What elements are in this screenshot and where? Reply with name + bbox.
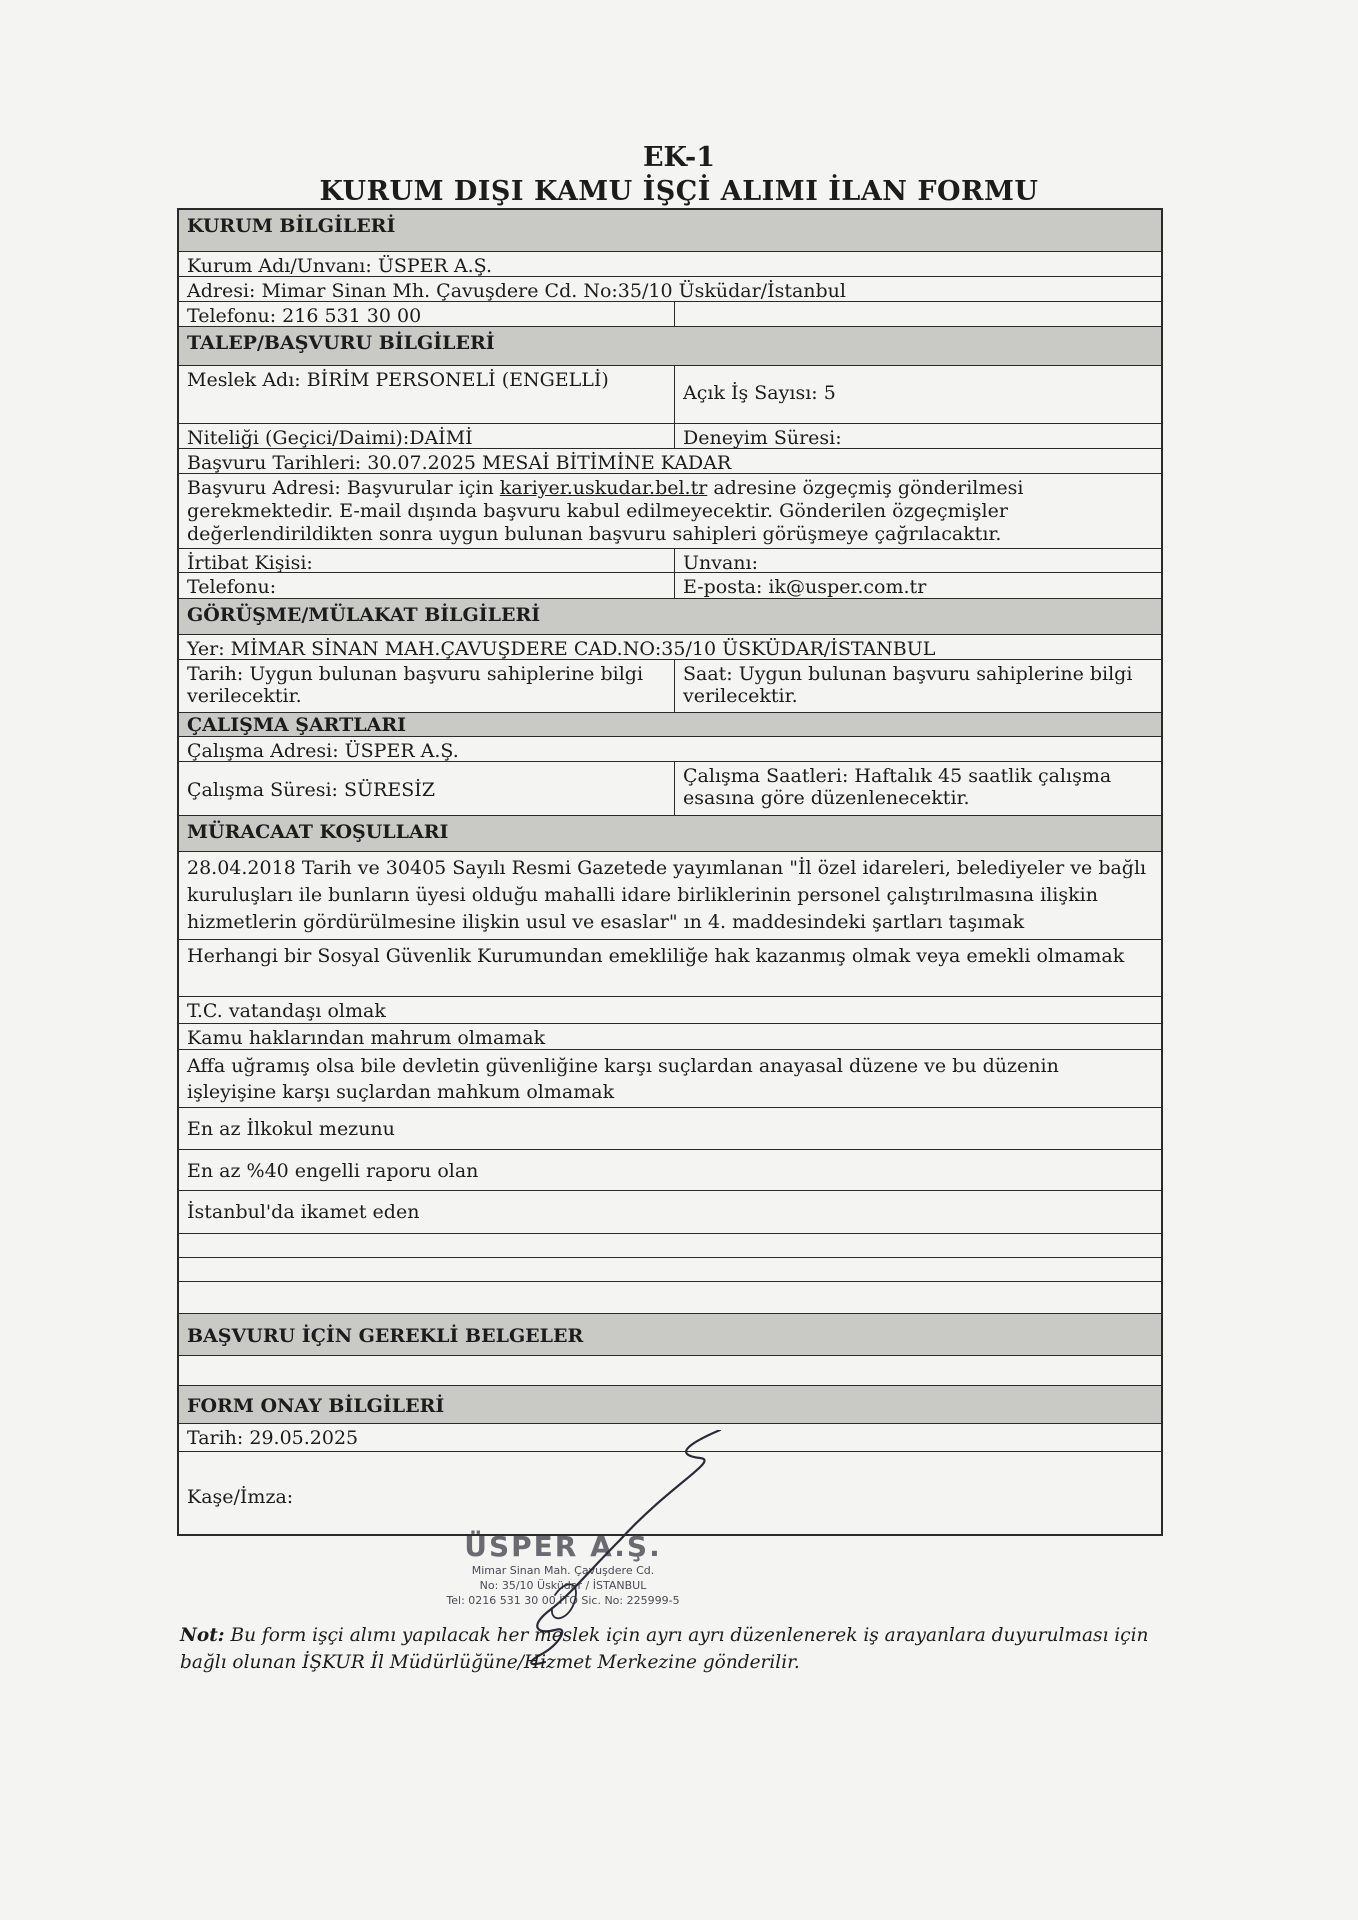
condition-item: 28.04.2018 Tarih ve 30405 Sayılı Resmi Gazetede yayımlanan "İl özel idareleri, belediyeler ve bağlı kuruluşları ile bunların üyesi olduğu mahalli idare birliklerinin personel çalıştırılmasına ilişkin hizmetlerin gördürülmesine ilişkin usul ve esaslar" ın 4. maddesindeki şartları taşımak: [187, 857, 1147, 933]
condition-item: Kamu haklarından mahrum olmamak: [187, 1027, 546, 1049]
telefonu: Telefonu:: [179, 573, 675, 598]
condition-row: [179, 1191, 1161, 1234]
section-header-talep: TALEP/BAŞVURU BİLGİLERİ: [179, 327, 1161, 366]
deneyim-suresi: Deneyim Süresi:: [683, 427, 842, 448]
unvani: Unvanı:: [683, 552, 759, 572]
calisma-suresi: Çalışma Süresi: SÜRESİZ: [179, 762, 675, 815]
calisma-adresi-row: [179, 737, 1161, 762]
gorusme-yer-row: [179, 635, 1161, 660]
kurum-adres-row: [179, 277, 1161, 302]
irtibat-row: [179, 549, 1161, 573]
note-label: Not:: [180, 1625, 225, 1646]
gorusme-tarih: Tarih: Uygun bulunan başvuru sahiplerine bilgi verilecektir.: [179, 660, 675, 712]
calisma-saatleri: Çalışma Saatleri: Haftalık 45 saatlik çalışma esasına göre düzenlenecektir.: [683, 765, 1112, 809]
meslek-adi: Meslek Adı: BİRİM PERSONELİ (ENGELLİ): [179, 366, 675, 423]
section-header-calisma: ÇALIŞMA ŞARTLARI: [179, 713, 1161, 737]
stamp-phone-line: Tel: 0216 531 30 00 İTO Sic. No: 225999-5: [446, 1594, 680, 1607]
footnote: [180, 1622, 1190, 1676]
kurum-telefon-row: [179, 302, 1161, 327]
condition-row: [179, 1024, 1161, 1050]
stamp-company-name: ÜSPER A.Ş.: [464, 1530, 662, 1563]
basvuru-adresi-row: [179, 474, 1161, 549]
empty-row: [179, 1282, 1161, 1314]
condition-row: [179, 940, 1161, 997]
e-posta: E-posta: ik@usper.com.tr: [683, 576, 927, 598]
basvuru-adresi: Başvuru Adresi: Başvurular için kariyer.uskudar.bel.tr adresine özgeçmiş gönderilmesi gerekmektedir. E-mail dışında başvuru kabul edilmeyecektir. Gönderilen özgeçmişler değerlendirildikten sonra uygun bulunan başvuru sahipleri görüşmeye çağrılacaktır.: [187, 477, 1024, 545]
acik-is-sayisi: Açık İş Sayısı: 5: [683, 382, 836, 404]
condition-item: T.C. vatandaşı olmak: [187, 1000, 386, 1022]
empty-row: [179, 1234, 1161, 1258]
condition-row: [179, 997, 1161, 1024]
condition-row: [179, 852, 1161, 940]
announcement-form-table: [177, 208, 1163, 1536]
onay-tarih: Tarih: 29.05.2025: [187, 1427, 359, 1449]
stamp-address-line: Mimar Sinan Mah. Çavuşdere Cd.: [471, 1564, 655, 1577]
kariyer-link[interactable]: kariyer.uskudar.bel.tr: [499, 477, 708, 499]
kase-imza: Kaşe/İmza:: [187, 1486, 294, 1508]
empty-row: [179, 1356, 1161, 1386]
form-code: EK-1: [642, 142, 716, 173]
form-title: KURUM DIŞI KAMU İŞÇİ ALIMI İLAN FORMU: [319, 176, 1039, 207]
condition-item: İstanbul'da ikamet eden: [187, 1201, 420, 1223]
empty-row: [179, 1258, 1161, 1282]
section-header-muracaat: MÜRACAAT KOŞULLARI: [179, 816, 1161, 852]
kurum-adres: Adresi: Mimar Sinan Mh. Çavuşdere Cd. No:35/10 Üsküdar/İstanbul: [187, 280, 846, 301]
basvuru-tarihleri-row: [179, 449, 1161, 474]
calisma-sure-row: [179, 762, 1161, 816]
niteligi: Niteliği (Geçici/Daimi):DAİMİ: [179, 424, 675, 448]
section-header-gorusme: GÖRÜŞME/MÜLAKAT BİLGİLERİ: [179, 599, 1161, 635]
condition-row: [179, 1050, 1161, 1108]
meslek-row: [179, 366, 1161, 424]
gorusme-yer: Yer: MİMAR SİNAN MAH.ÇAVUŞDERE CAD.NO:35/10 ÜSKÜDAR/İSTANBUL: [187, 638, 936, 659]
irtibat-kisisi: İrtibat Kişisi:: [179, 549, 675, 572]
condition-item: En az İlkokul mezunu: [187, 1118, 395, 1140]
gorusme-saat: Saat: Uygun bulunan başvuru sahiplerine bilgi verilecektir.: [683, 663, 1133, 707]
basvuru-tarihleri: Başvuru Tarihleri: 30.07.2025 MESAİ BİTİMİNE KADAR: [187, 452, 732, 473]
calisma-adresi: Çalışma Adresi: ÜSPER A.Ş.: [187, 740, 459, 761]
condition-item: En az %40 engelli raporu olan: [187, 1160, 479, 1182]
kurum-telefon: Telefonu: 216 531 30 00: [179, 302, 675, 326]
note-text: Bu form işçi alımı yapılacak her meslek için ayrı ayrı düzenlenerek iş arayanlara duyurulması için bağlı olunan İŞKUR İl Müdürlüğüne/Hizmet Merkezine gönderilir.: [180, 1625, 1149, 1673]
gorusme-tarih-saat-row: [179, 660, 1161, 713]
stamp-address-line: No: 35/10 Üsküdar / İSTANBUL: [479, 1579, 647, 1592]
nitelik-row: [179, 424, 1161, 449]
condition-item: Herhangi bir Sosyal Güvenlik Kurumundan emekliliğe hak kazanmış olmak veya emekli olmamak: [187, 945, 1125, 967]
section-header-onay: FORM ONAY BİLGİLERİ: [179, 1386, 1161, 1424]
section-header-belgeler: BAŞVURU İÇİN GEREKLİ BELGELER: [179, 1314, 1161, 1356]
kurum-adi: Kurum Adı/Unvanı: ÜSPER A.Ş.: [187, 255, 492, 276]
condition-item: Affa uğramış olsa bile devletin güvenliğine karşı suçlardan anayasal düzene ve bu düzenin işleyişine karşı suçlardan mahkum olmamak: [187, 1055, 1059, 1103]
condition-row: [179, 1150, 1161, 1191]
kurum-adi-row: [179, 252, 1161, 277]
section-header-kurum: KURUM BİLGİLERİ: [179, 210, 1161, 252]
condition-row: [179, 1108, 1161, 1150]
iletisim-row: [179, 573, 1161, 599]
